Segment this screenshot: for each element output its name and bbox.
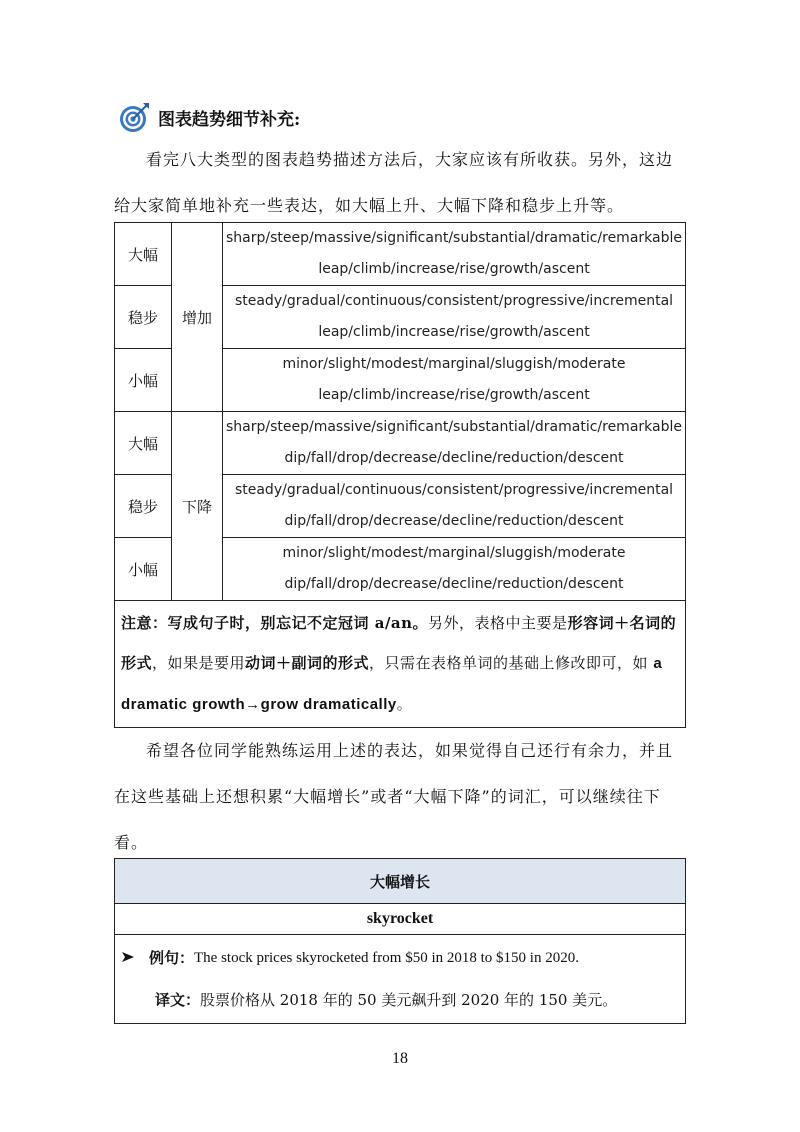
vocab-header: 大幅增长 [115, 859, 686, 904]
nouns: leap/climb/increase/rise/growth/ascent [318, 387, 590, 403]
degree-cell: 稳步 [115, 286, 172, 349]
expression-cell [223, 475, 686, 538]
vocab-example-cell [115, 935, 686, 1024]
adjectives: steady/gradual/continuous/consistent/progressive/incremental [234, 482, 674, 498]
degree-cell: 大幅 [115, 223, 172, 286]
degree-cell: 小幅 [115, 349, 172, 412]
nouns: dip/fall/drop/decrease/decline/reduction/descent [284, 450, 624, 466]
adjectives: sharp/steep/massive/significant/substantial/dramatic/remarkable [226, 419, 682, 435]
note-text: ，如果是要用 [152, 654, 246, 672]
adjectives: minor/slight/modest/marginal/sluggish/moderate [282, 545, 626, 561]
adjectives: minor/slight/modest/marginal/sluggish/moderate [282, 356, 626, 372]
example-label: 例句： [149, 949, 195, 967]
nouns: dip/fall/drop/decrease/decline/reduction/descent [284, 576, 624, 592]
note-emphasis: 动词＋副词的形式 [245, 654, 370, 672]
direction-cell: 下降 [172, 412, 223, 601]
degree-cell: 小幅 [115, 538, 172, 601]
expression-cell [223, 286, 686, 349]
trend-table [114, 222, 686, 728]
note-example: a dramatic growth→grow dramatically [121, 655, 663, 713]
section-title: 图表趋势细节补充: [158, 109, 301, 130]
vocab-table [114, 858, 686, 1024]
outro-paragraph: 希望各位同学能熟练运用上述的表达，如果觉得自己还行有余力，并且在这些基础上还想积累“大幅增长”或者“大幅下降”的词汇，可以继续往下看。 [114, 741, 674, 852]
translation-row [121, 979, 679, 1021]
translation-label: 译文： [155, 991, 201, 1009]
example-sentence: The stock prices skyrocketed from $50 in 2018 to $150 in 2020. [194, 950, 579, 966]
adjectives: sharp/steep/massive/significant/substantial/dramatic/remarkable [226, 230, 682, 246]
example-row [121, 937, 679, 979]
expression-cell [223, 538, 686, 601]
degree-cell: 大幅 [115, 412, 172, 475]
expression-cell [223, 412, 686, 475]
direction-cell: 增加 [172, 223, 223, 412]
note-text: ，只需在表格单词的基础上修改即可，如 [369, 654, 654, 672]
note-text: 另外，表格中主要是 [428, 614, 568, 632]
note-emphasis: 形容词＋名词的形式 [121, 614, 677, 672]
intro-paragraph: 看完八大类型的图表趋势描述方法后，大家应该有所收获。另外，这边给大家简单地补充一些表达，如大幅上升、大幅下降和稳步上升等。 [114, 150, 674, 215]
arrow-bullet-icon [121, 937, 149, 979]
vocab-word: skyrocket [115, 904, 686, 935]
target-icon [118, 100, 152, 134]
section-heading [118, 100, 300, 134]
adjectives: steady/gradual/continuous/consistent/progressive/incremental [234, 293, 674, 309]
nouns: leap/climb/increase/rise/growth/ascent [318, 261, 590, 277]
degree-cell: 稳步 [115, 475, 172, 538]
page-number: 18 [392, 1050, 408, 1067]
note-warning: 注意：写成句子时，别忘记不定冠词 a/an。 [121, 614, 429, 632]
note-text: 。 [396, 695, 413, 713]
note-cell [115, 601, 686, 728]
expression-cell [223, 349, 686, 412]
nouns: leap/climb/increase/rise/growth/ascent [318, 324, 590, 340]
nouns: dip/fall/drop/decrease/decline/reduction/descent [284, 513, 624, 529]
expression-cell [223, 223, 686, 286]
translation-text: 股票价格从 2018 年的 50 美元飙升到 2020 年的 150 美元。 [200, 991, 618, 1009]
